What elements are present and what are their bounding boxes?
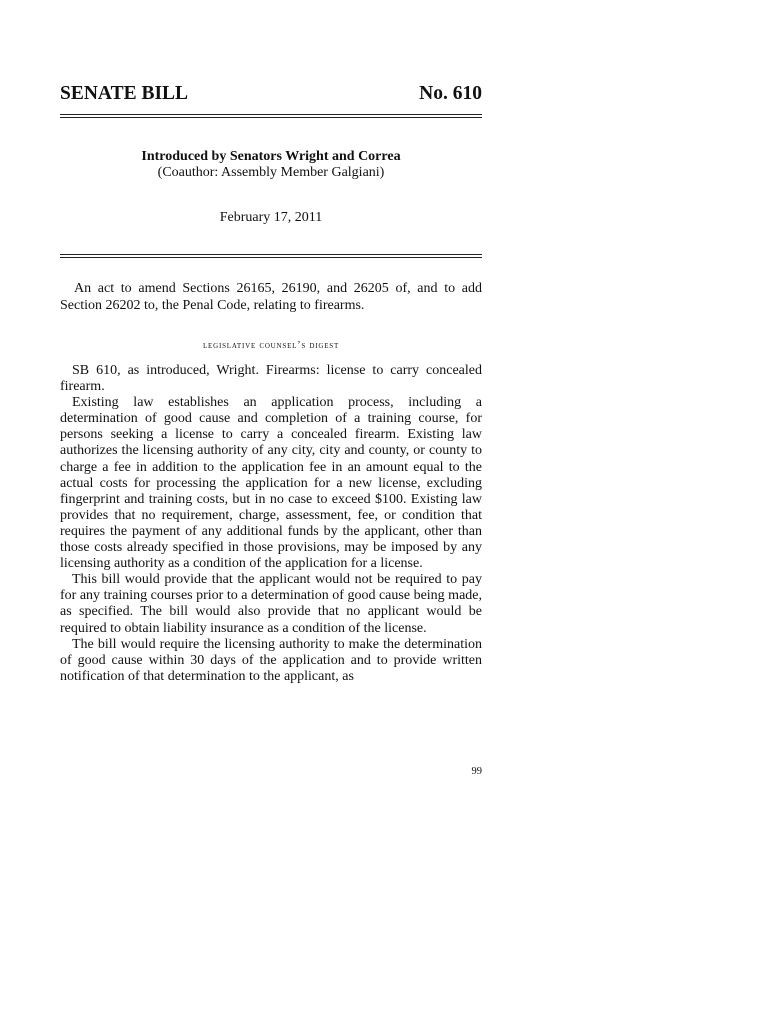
act-title: An act to amend Sections 26165, 26190, and 26205 of, and to add Section 26202 to, the Penal Code, relating to firearms. bbox=[60, 281, 482, 313]
page-number: 99 bbox=[471, 766, 482, 777]
digest-paragraph-good-cause: The bill would require the licensing authority to make the determination of good cause within 30 days of the application and to provide written notification of that determination to the applicant, as bbox=[60, 636, 482, 684]
digest-paragraph-existing-law: Existing law establishes an application process, including a determination of good cause and completion of a training course, for persons seeking a license to carry a concealed firearm. Existing law authorizes the licensing authority of any city, city and county, or county to charge a fee in addition to the application fee in an amount equal to the actual costs for processing the application for a new license, excluding fingerprint and training costs, but in no case to exceed $100. Existing law provides that no requirement, charge, assessment, fee, or condition that requires the payment of any additional funds by the applicant, other than those costs already specified in those provisions, may be imposed by any licensing authority as a condition of the application for a license. bbox=[60, 395, 482, 572]
document-page bbox=[60, 0, 482, 1024]
coauthor-line: (Coauthor: Assembly Member Galgiani) bbox=[157, 165, 385, 180]
bill-header bbox=[60, 82, 482, 106]
section-rule bbox=[60, 254, 482, 258]
digest-heading: legislative counsel’s digest bbox=[202, 340, 340, 351]
introduction-block bbox=[60, 149, 482, 181]
introduction-date: February 17, 2011 bbox=[219, 210, 323, 225]
introduced-by: Introduced by Senators Wright and Correa bbox=[141, 149, 401, 164]
digest-paragraph-summary: SB 610, as introduced, Wright. Firearms: license to carry concealed firearm. bbox=[60, 363, 482, 395]
digest-paragraph-training: This bill would provide that the applicant would not be required to pay for any training courses prior to a determination of good cause being made, as specified. The bill would also provide that no applicant would be required to obtain liability insurance as a condition of the license. bbox=[60, 572, 482, 636]
header-rule bbox=[60, 114, 482, 118]
bill-type: SENATE BILL bbox=[60, 83, 189, 104]
digest-body bbox=[60, 363, 482, 685]
bill-number: No. 610 bbox=[419, 83, 482, 104]
